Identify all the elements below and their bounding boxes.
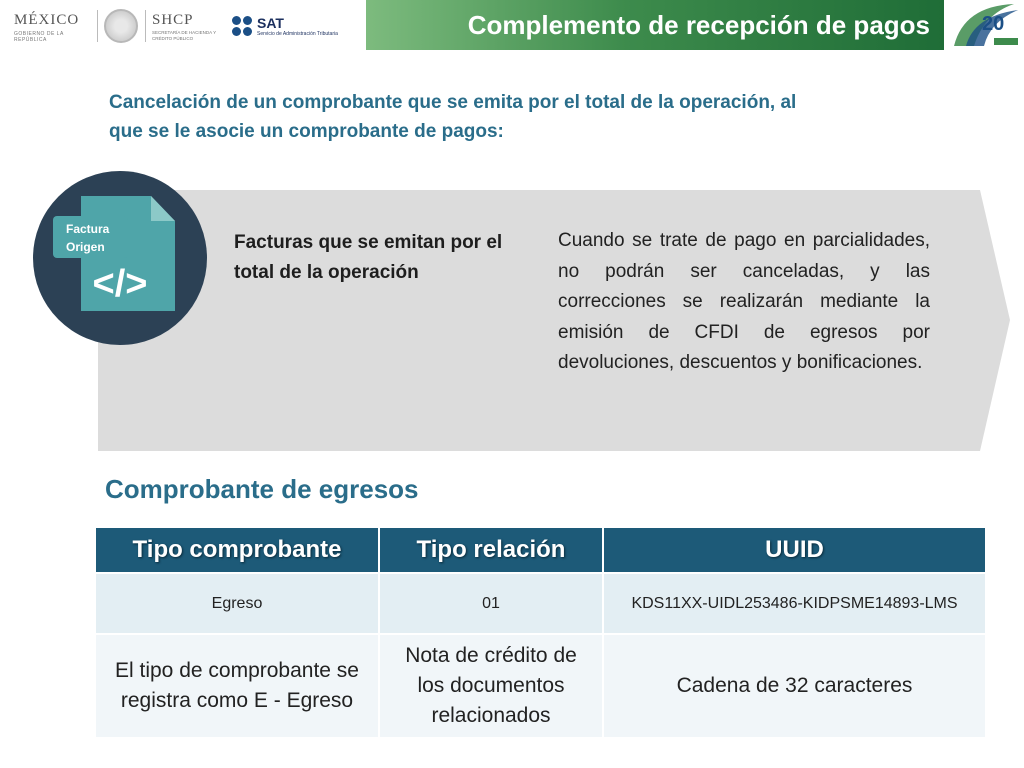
mexico-logo-text: MÉXICO — [14, 12, 80, 28]
table-cell: KDS11XX-UIDL253486-KIDPSME14893-LMS — [604, 574, 985, 633]
table-cell: Nota de crédito de los documentos relacionados — [380, 635, 604, 737]
panel-description: Cuando se trate de pago en parcialidades, no podrán ser canceladas, y las correcciones se realizarán mediante la emisión de CFDI de egresos por devoluciones, descuentos y bonificaciones. — [558, 230, 930, 373]
table-row — [96, 574, 985, 633]
icon-label — [66, 220, 109, 256]
table-cell: Cadena de 32 caracteres — [604, 635, 985, 737]
svg-text:20: 20 — [982, 13, 1005, 35]
table-cell: El tipo de comprobante se registra como E - Egreso — [96, 635, 380, 737]
intro-text: Cancelación de un comprobante que se emita por el total de la operación, al que se le asocie un comprobante de pagos: — [109, 92, 797, 142]
icon-label-factura: Factura — [66, 222, 110, 236]
table-header-uuid: UUID — [604, 528, 985, 572]
code-symbol: </> — [92, 263, 148, 305]
table-cell: Egreso — [96, 574, 380, 633]
table-cell: 01 — [380, 574, 604, 633]
table-header-tipo-relacion: Tipo relación — [380, 528, 604, 572]
section-title: Comprobante de egresos — [105, 474, 419, 504]
egresos-table — [96, 528, 985, 737]
mexico-logo-subtext: GOBIERNO DE LA REPÚBLICA — [14, 31, 64, 43]
table-header-row — [96, 528, 985, 572]
sat-logo-subtext: Servicio de Administración Tributaria — [257, 31, 338, 37]
code-file-icon — [33, 171, 207, 345]
icon-label-origen: Origen — [66, 240, 105, 254]
shcp-logo-subtext: SECRETARÍA DE HACIENDA Y CRÉDITO PÚBLICO — [152, 30, 217, 41]
table-row — [96, 635, 985, 737]
panel-heading: Facturas que se emitan por el total de la operación — [234, 232, 503, 283]
table-header-tipo-comprobante: Tipo comprobante — [96, 528, 380, 572]
page-title: Complemento de recepción de pagos — [467, 10, 930, 40]
sat-logo-text: SAT — [257, 15, 284, 31]
shcp-logo-text: SHCP — [152, 12, 194, 28]
